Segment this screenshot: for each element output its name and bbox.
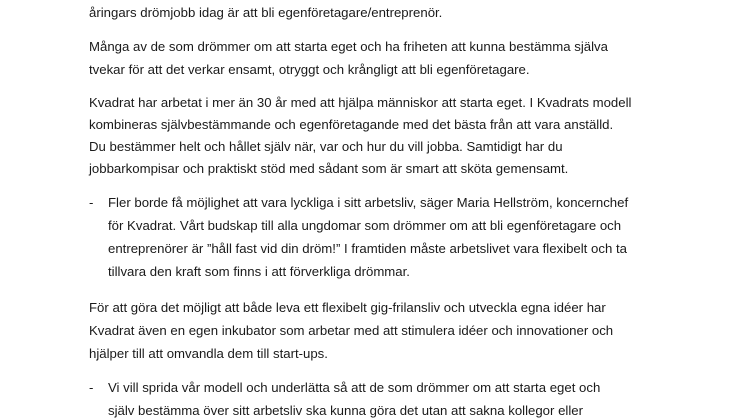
paragraph-line: jobbarkompisar och praktiskt stöd med sådant som är smart att sköta gemensamt. xyxy=(89,161,569,176)
bullet-line: tillvara den kraft som finns i att förverkliga drömmar. xyxy=(108,264,410,279)
paragraph-line: kombineras självbestämmande och egenföretagande med det bästa från att vara anställd. xyxy=(89,117,614,132)
bullet-dash: - xyxy=(89,195,94,210)
bullet-line: entreprenörer är ”håll fast vid din dröm!” I framtiden måste arbetslivet vara flexibelt och ta xyxy=(108,241,627,256)
bullet-line: själv bestämma över sitt arbetsliv ska kunna göra det utan att sakna kollegor eller xyxy=(108,403,583,418)
paragraph-line: Många av de som drömmer om att starta eget och ha friheten att kunna bestämma själva xyxy=(89,39,608,54)
paragraph-line: Du bestämmer helt och hållet själv när, var och hur du vill jobba. Samtidigt har du xyxy=(89,139,563,154)
paragraph-line: hjälper till att omvandla dem till start-ups. xyxy=(89,346,328,361)
bullet-line: Fler borde få möjlighet att vara lyckliga i sitt arbetsliv, säger Maria Hellström, koncernchef xyxy=(108,195,629,210)
paragraph-line: För att göra det möjligt att både leva ett flexibelt gig-frilansliv och utveckla egna idéer har xyxy=(89,300,606,315)
bullet-line: Vi vill sprida vår modell och underlätta så att de som drömmer om att starta eget och xyxy=(108,380,601,395)
bullet-line: för Kvadrat. Vårt budskap till alla ungdomar som drömmer om att bli egenföretagare och xyxy=(108,218,622,233)
paragraph-line: Kvadrat har arbetat i mer än 30 år med att hjälpa människor att starta eget. I Kvadrats modell xyxy=(89,95,632,110)
bullet-dash: - xyxy=(89,380,94,395)
paragraph-line: åringars drömjobb idag är att bli egenföretagare/entreprenör. xyxy=(89,5,443,20)
paragraph-line: Kvadrat även en egen inkubator som arbetar med att stimulera idéer och innovationer och xyxy=(89,323,614,338)
paragraph-line: tvekar för att det verkar ensamt, otryggt och krångligt att bli egenföretagare. xyxy=(89,62,530,77)
